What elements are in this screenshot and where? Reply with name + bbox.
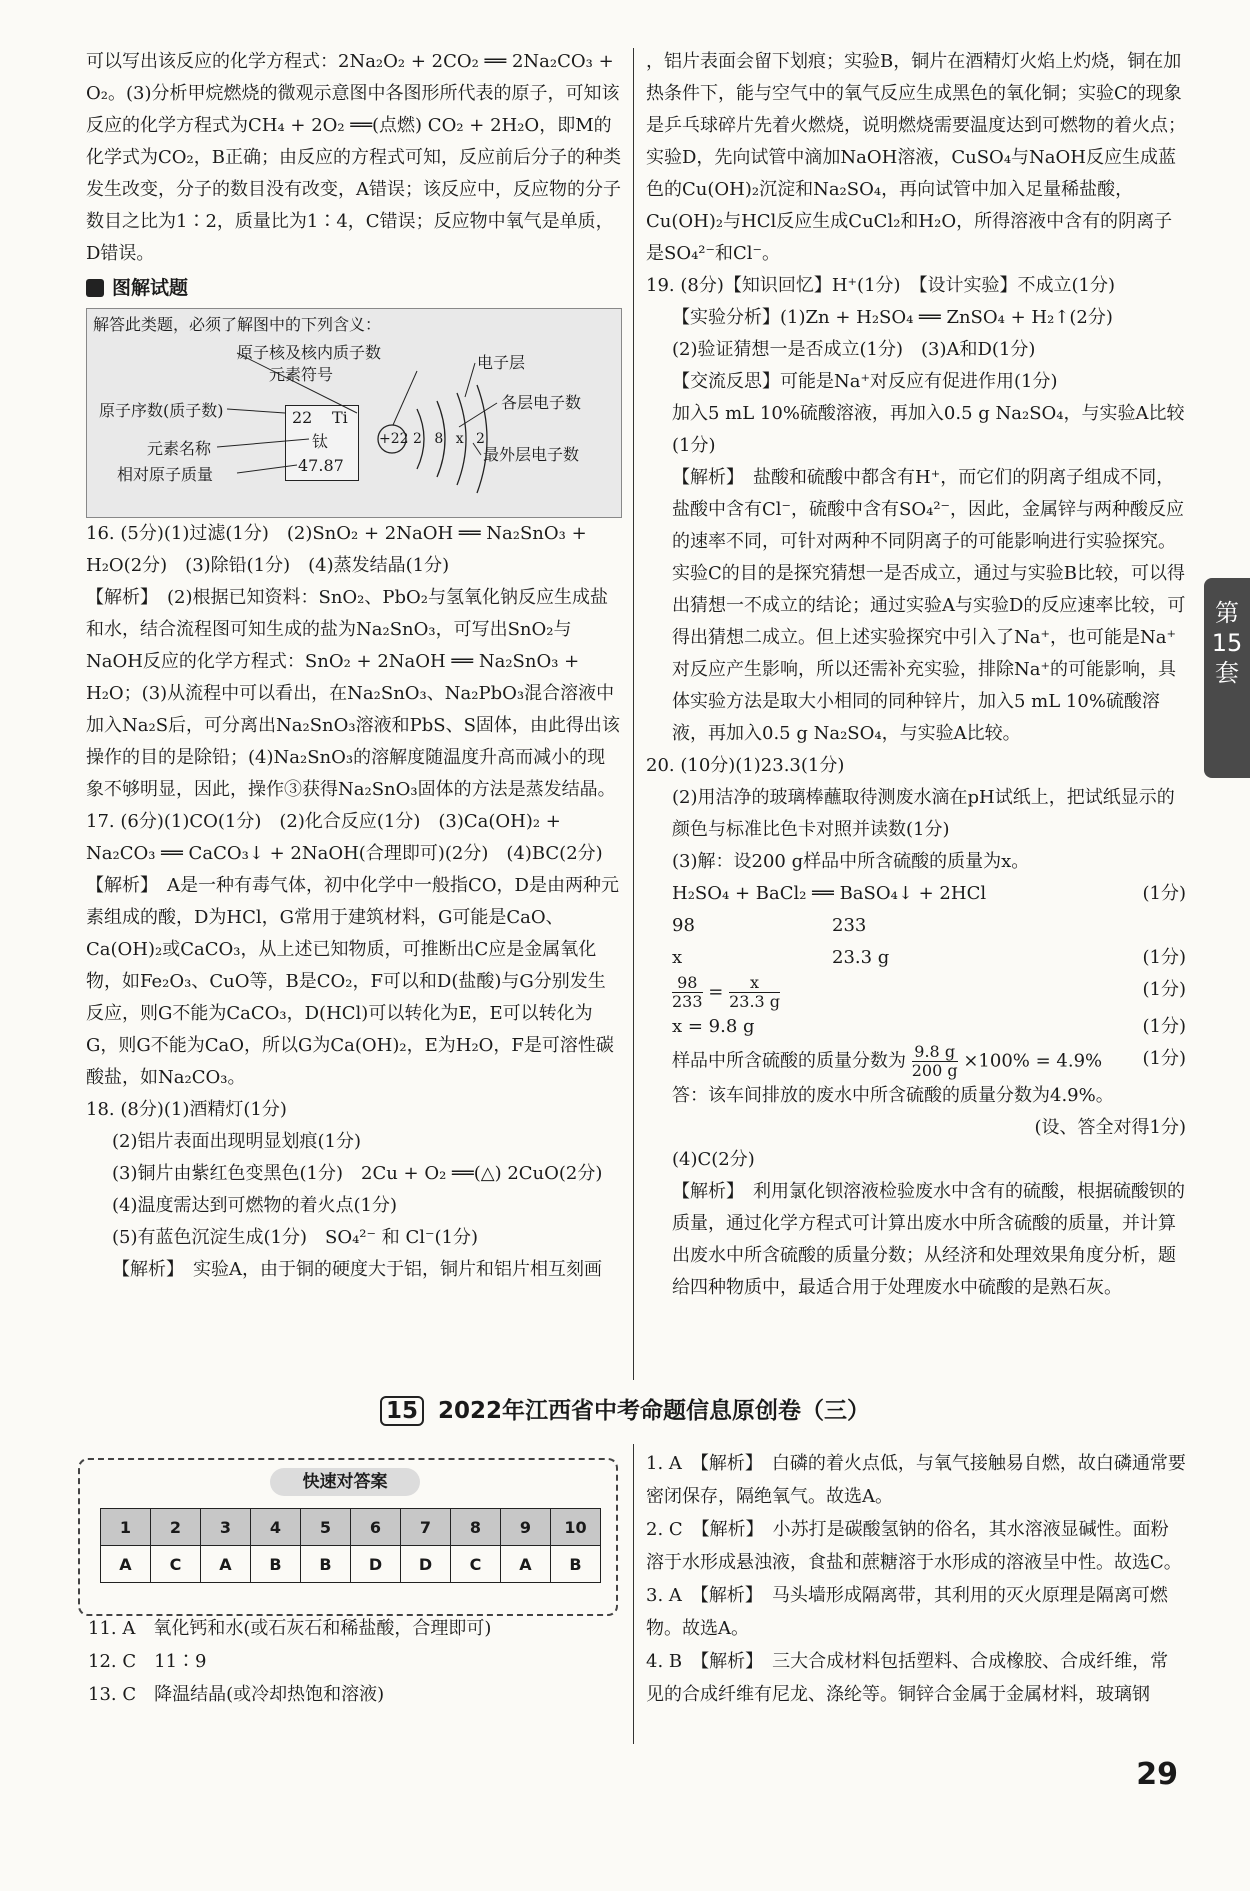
answer-2: 2. C 【解析】 小苏打是碳酸氢钠的俗名，其水溶液显碱性。面粉溶于水形成悬浊液，食盐和蔗糖溶于水形成的溶液呈中性。故选C。	[646, 1519, 1182, 1573]
calc-m1: 98	[672, 915, 695, 936]
calc-molar	[646, 910, 1186, 942]
q20-answer-1: 20. (10分)(1)23.3(1分)	[646, 755, 845, 776]
calc-g: 23.3 g	[832, 947, 890, 968]
q18-analysis-cont: ，铝片表面会留下划痕；实验B，铜片在酒精灯火焰上灼烧，铜在加热条件下，能与空气中的氧气反应生成黑色的氧化铜；实验C的现象是乒乓球碎片先着火燃烧，说明燃烧需要温度达到可燃物的着火点；实验D，先向试管中滴加NaOH溶液，CuSO₄与NaOH反应生成蓝色的Cu(OH)₂沉淀和Na₂SO₄，再向试管中加入足量稀盐酸，Cu(OH)₂与HCl反应生成CuCl₂和H₂O，所得溶液中含有的阴离子是SO₄²⁻和Cl⁻。	[646, 51, 1186, 264]
q20-conclusion: 答：该车间排放的废水中所含硫酸的质量分数为4.9%。	[672, 1085, 1114, 1106]
q18-answer-4: (4)温度需达到可燃物的着火点(1分)	[112, 1195, 397, 1216]
column-divider-lower	[633, 1444, 634, 1744]
calc-m2: 233	[832, 915, 867, 936]
q18-answer-2: (2)铝片表面出现明显划痕(1分)	[112, 1131, 361, 1152]
calc-score-1: (1分)	[1142, 883, 1186, 904]
set-badge: 15	[380, 1396, 424, 1426]
set-tab-2: 15	[1211, 629, 1243, 657]
calc-res: x = 9.8 g	[672, 1016, 755, 1037]
q15-explanation: 可以写出该反应的化学方程式：2Na₂O₂ + 2CO₂ ══ 2Na₂CO₃ + O₂。(3)分析甲烷燃烧的微观示意图中各图形所代表的原子，可知该反应的化学方程式为CH₄ + 2O₂ ══(点燃) CO₂ + 2H₂O，即M的化学式为CO₂，B正确；由反应的方程式可知，反应前后分子的种类发生改变，分子的数目没有改变，A错误；该反应中，反应物的分子数目之比为1∶2，质量比为1∶4，C错误；反应物中氧气是单质，D错误。	[86, 51, 621, 264]
q19-answer-3: (2)验证猜想一是否成立(1分) (3)A和D(1分)	[672, 339, 1036, 360]
element-diagram	[86, 308, 622, 518]
label-element-name: 元素名称	[147, 439, 212, 458]
label-shell-electrons: 各层电子数	[501, 393, 582, 412]
shell-electrons: 2 8 x 2	[413, 431, 489, 447]
answer-4: 4. B 【解析】 三大合成材料包括塑料、合成橡胶、合成纤维，常见的合成纤维有尼龙、涤纶等。铜锌合金属于金属材料，玻璃钢	[646, 1651, 1169, 1705]
diagram-intro: 解答此类题，必须了解图中的下列含义：	[93, 315, 382, 334]
q17-answer: 17. (6分)(1)CO(1分) (2)化合反应(1分) (3)Ca(OH)₂ + Na₂CO₃ ══ CaCO₃↓ + 2NaOH(合理即可)(2分) (4)BC(2分)	[86, 811, 603, 864]
q20-answer-3: (3)解：设200 g样品中所含硫酸的质量为x。	[672, 851, 1030, 872]
atom-structure-diagram	[87, 309, 623, 517]
q20-note: (设、答全对得1分)	[1034, 1117, 1186, 1138]
q18-analysis: 【解析】 实验A，由于铜的硬度大于铝，铜片和铝片相互刻画	[112, 1259, 602, 1280]
section-title: 图解试题	[112, 277, 189, 299]
q20-answer-4: (4)C(2分)	[672, 1149, 755, 1170]
section-banner	[0, 1392, 1250, 1426]
calc-percentage: 样品中所含硫酸的质量分数为 $\frac{9.8 g}{200 g}$ ×100% = 4.9% (1分)	[672, 1042, 1186, 1080]
column-divider	[633, 48, 634, 1380]
q19-answer-1: 19. (8分)【知识回忆】H⁺(1分) 【设计实验】不成立(1分)	[646, 275, 1116, 296]
banner-title: 2022年江西省中考命题信息原创卷（三）	[438, 1398, 871, 1424]
calc-score-5: (1分)	[1142, 1048, 1186, 1069]
answer-card	[78, 1458, 618, 1616]
share-icon	[86, 279, 104, 297]
right-column	[646, 46, 1186, 1304]
calc-x: x	[672, 947, 683, 968]
q19-answer-4: 【交流反思】可能是Na⁺对反应有促进作用(1分)	[672, 371, 1058, 392]
pct-prefix: 样品中所含硫酸的质量分数为	[672, 1050, 906, 1072]
answer-table: 1 2 3 4 5 6 7 8 9 10 A C A B B D D C A B	[100, 1508, 601, 1583]
answer-card-title: 快速对答案	[270, 1468, 420, 1496]
lower-right-answers	[646, 1447, 1186, 1711]
q18-answer-1: 18. (8分)(1)酒精灯(1分)	[86, 1099, 287, 1120]
calc-ratio	[646, 974, 1186, 1011]
q16-answer: 16. (5分)(1)过滤(1分) (2)SnO₂ + 2NaOH ══ Na₂SnO₃ + H₂O(2分) (3)除铅(1分) (4)蒸发结晶(1分)	[86, 523, 587, 576]
element-name: 钛	[312, 432, 329, 451]
set-tab-3: 套	[1215, 659, 1239, 687]
answer-3: 3. A 【解析】 马头墙形成隔离带，其利用的灭火原理是隔离可燃物。故选A。	[646, 1585, 1168, 1639]
calc-score-3: (1分)	[1142, 979, 1186, 1000]
page-number: 29	[1136, 1757, 1178, 1792]
element-number: 22	[292, 408, 313, 427]
calc-result	[646, 1011, 1186, 1043]
left-column	[86, 46, 622, 1286]
calc-equation	[646, 878, 1186, 910]
calc-score-2: (1分)	[1142, 947, 1186, 968]
ratio-fraction: $\frac{98}{233}$ = $\frac{x}{23.3 g}$	[672, 973, 781, 1011]
element-mass: 47.87	[298, 456, 344, 475]
q18-answer-3: (3)铜片由紫红色变黑色(1分) 2Cu + O₂ ══(△) 2CuO(2分)	[112, 1163, 603, 1184]
set-tab-1: 第	[1215, 599, 1239, 627]
q19-answer-2: 【实验分析】(1)Zn + H₂SO₄ ══ ZnSO₄ + H₂↑(2分)	[672, 307, 1113, 328]
set-tab	[1204, 578, 1250, 778]
pct-suffix: ×100% = 4.9%	[963, 1050, 1103, 1072]
label-atomic-mass: 相对原子质量	[117, 465, 214, 484]
label-symbol: 元素符号	[269, 365, 334, 384]
q18-answer-5: (5)有蓝色沉淀生成(1分) SO₄²⁻ 和 Cl⁻(1分)	[112, 1227, 478, 1248]
calc-mass	[646, 942, 1186, 974]
answer-13: 13. C 降温结晶(或冷却热饱和溶液)	[88, 1684, 385, 1705]
label-atomic-number: 原子序数(质子数)	[99, 401, 224, 420]
q16-analysis: 【解析】 (2)根据已知资料：SnO₂、PbO₂与氢氧化钠反应生成盐和水，结合流程图可知生成的盐为Na₂SnO₃，可写出SnO₂与NaOH反应的化学方程式：SnO₂ + 2NaOH ══ Na₂SnO₃ + H₂O；(3)从流程中可以看出，在Na₂SnO₃、Na₂PbO₃混合溶液中加入Na₂S后，可分离出Na₂SnO₃溶液和PbS、S固体，由此得出该操作的目的是除铅；(4)Na₂SnO₃的溶解度随温度升高而减小的现象不够明显，因此，操作③获得Na₂SnO₃固体的方法是蒸发结晶。	[86, 587, 620, 800]
q19-analysis: 【解析】 盐酸和硫酸中都含有H⁺，而它们的阴离子组成不同，盐酸中含有Cl⁻，硫酸中含有SO₄²⁻，因此，金属锌与两种酸反应的速率不同，可针对两种不同阴离子的可能影响进行实验探究。实验C的目的是探究猜想一是否成立，通过与实验B比较，可以得出猜想一不成立的结论；通过实验A与实验D的反应速率比较，可得出猜想二成立。但上述实验探究中引入了Na⁺，也可能是Na⁺对反应产生影响，所以还需补充实验，排除Na⁺的可能影响，具体实验方法是取大小相同的同种锌片，加入5 mL 10%硫酸溶液，再加入0.5 g Na₂SO₄，与实验A比较。	[672, 467, 1186, 744]
q19-answer-5: 加入5 mL 10%硫酸溶液，再加入0.5 g Na₂SO₄，与实验A比较(1分)	[672, 403, 1185, 456]
label-outer-electrons: 最外层电子数	[483, 445, 580, 464]
element-symbol: Ti	[332, 408, 348, 427]
answer-1: 1. A 【解析】 白磷的着火点低，与氧气接触易自燃，故白磷通常要密闭保存，隔绝氧气。故选A。	[646, 1453, 1186, 1507]
q20-analysis: 【解析】 利用氯化钡溶液检验废水中含有的硫酸，根据硫酸钡的质量，通过化学方程式可计算出废水中所含硫酸的质量，并计算出废水中所含硫酸的质量分数；从经济和处理效果角度分析，题给四种物质中，最适合用于处理废水中硫酸的是熟石灰。	[672, 1181, 1185, 1298]
short-answers	[88, 1612, 491, 1711]
answer-11: 11. A 氧化钙和水(或石灰石和稀盐酸，合理即可)	[88, 1618, 492, 1639]
q20-answer-2: (2)用洁净的玻璃棒蘸取待测废水滴在pH试纸上，把试纸显示的颜色与标准比色卡对照并读数(1分)	[672, 787, 1175, 840]
q17-analysis: 【解析】 A是一种有毒气体，初中化学中一般指CO，D是由两种元素组成的酸，D为HCl，G常用于建筑材料，G可能是CaO、Ca(OH)₂或CaCO₃，从上述已知物质，可推断出C应是金属氧化物，如Fe₂O₃、CuO等，B是CO₂，F可以和D(盐酸)与G分别发生反应，则G不能为CaCO₃，D(HCl)可以转化为E，E可以转化为G，则G不能为CaO，所以G为Ca(OH)₂，E为H₂O，F是可溶性碳酸盐，如Na₂CO₃。	[86, 875, 619, 1088]
answer-12: 12. C 11∶9	[88, 1651, 207, 1672]
nucleus-charge: +22	[379, 431, 409, 447]
label-shell: 电子层	[477, 353, 526, 372]
calc-score-4: (1分)	[1142, 1016, 1186, 1037]
label-nucleus: 原子核及核内质子数	[237, 343, 382, 362]
section-header	[86, 272, 622, 304]
calc-eq: H₂SO₄ + BaCl₂ ══ BaSO₄↓ + 2HCl	[672, 883, 987, 904]
